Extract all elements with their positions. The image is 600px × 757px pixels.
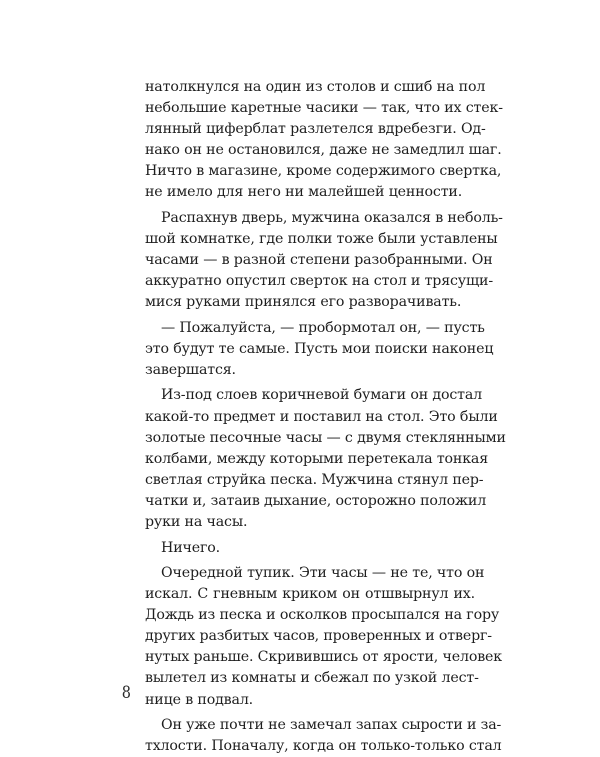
text-line: завершатся. (145, 362, 236, 378)
text-line: Распахнув дверь, мужчина оказался в неболь- (161, 209, 503, 226)
text-line: колбами, между которыми перетекала тонкая (145, 450, 489, 467)
text-line: других разбитых часов, проверенных и отверг- (145, 628, 492, 645)
text-line: чатки и, затаив дыхание, осторожно положил (145, 492, 487, 509)
text-line: Очередной тупик. Эти часы — не те, что он (161, 565, 485, 582)
text-line: Он уже почти не замечал запах сырости и за- (161, 717, 502, 734)
text-line: золотые песочные часы — с двумя стеклянными (145, 429, 506, 446)
paragraph (145, 77, 503, 204)
body-text (145, 77, 506, 757)
text-line: искал. С гневным криком он отшвырнул их. (145, 586, 475, 603)
text-line: нако он не остановился, даже не замедлил шаг. (145, 142, 502, 159)
text-line: это будут те самые. Пусть мои поиски наконец (145, 340, 494, 357)
text-line: какой-то предмет и поставил на стол. Это были (145, 408, 498, 425)
page-number: 8 (121, 683, 132, 703)
text-line: часами — в разной степени разобранными. Он (145, 252, 493, 269)
text-line: Ничего. (161, 539, 221, 556)
text-line: вылетел из комнаты и сбежал по узкой лест- (145, 670, 479, 687)
text-line: лянный циферблат разлетелся вдребезги. Од- (145, 121, 486, 138)
text-line: нутых раньше. Скривившись от ярости, человек (145, 649, 503, 666)
text-line: аккуратно опустил сверток на стол и трясущи- (145, 273, 493, 290)
text-line: небольшие каретные часики — так, что их стек- (145, 100, 503, 117)
text-line: не имело для него ни малейшей ценности. (145, 184, 463, 201)
paragraph (145, 385, 506, 533)
text-line: мися руками принялся его разворачивать. (145, 294, 462, 311)
text-line: — Пожалуйста, — пробормотал он, — пусть (161, 319, 485, 336)
text-line: тхлости. Поначалу, когда он только-только стал (145, 738, 502, 755)
text-line: руки на часы. (145, 514, 248, 531)
text-line: натолкнулся на один из столов и сшиб на пол (145, 79, 486, 95)
paragraph (145, 563, 503, 711)
text-line: нице в подвал. (145, 691, 254, 708)
paragraph (145, 538, 475, 559)
text-line: шой комнатке, где полки тоже были уставлены (145, 231, 498, 248)
paragraph (145, 208, 503, 313)
paragraph (145, 715, 502, 757)
text-line: светлая струйка песка. Мужчина стянул пер- (145, 471, 484, 488)
text-line: Дождь из песка и осколков просыпался на гору (145, 607, 500, 624)
paragraph (145, 318, 494, 381)
text-line: Ничто в магазине, кроме содержимого свертка, (145, 163, 502, 180)
text-line: Из-под слоев коричневой бумаги он достал (161, 387, 483, 404)
